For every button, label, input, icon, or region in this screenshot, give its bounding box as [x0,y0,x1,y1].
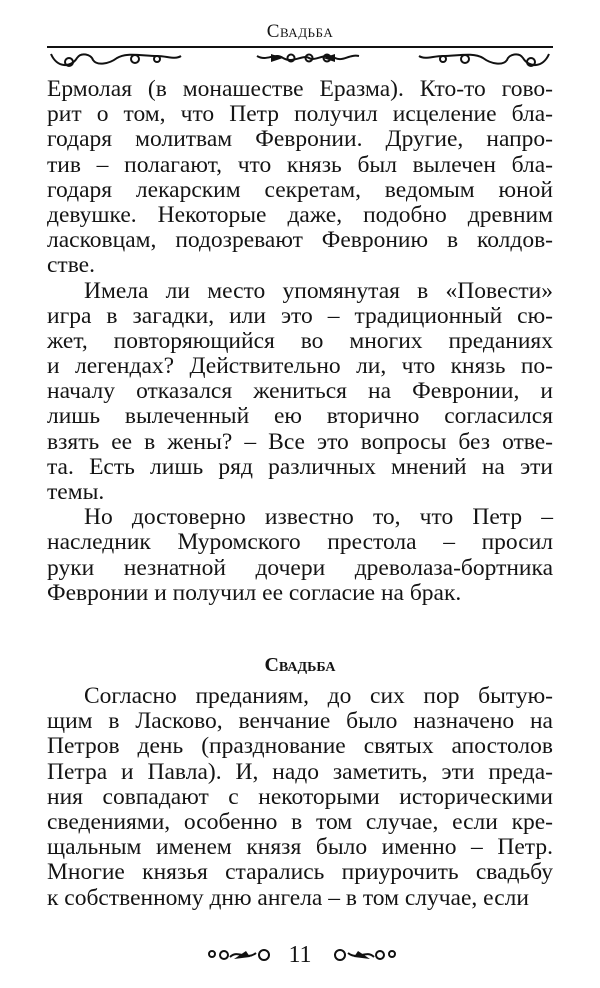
text-line: Петра и Павла). И, надо заметить, эти преда- [47,758,553,785]
text-line: началу отказался жениться на Февронии, и [47,378,553,405]
footer-ornament-right-icon [328,945,398,965]
text-line: и легендах? Действительно ли, что князь по- [47,353,553,380]
text-line: девушке. Некоторые даже, подобно древним [47,201,553,228]
text-line: та. Есть лишь ряд различных мнений на эти [47,453,553,480]
text-line: Согласно преданиям, до сих пор бытую- [84,683,553,709]
text-line: щальным именем князя было именно – Петр. [47,834,553,861]
text-line: стве. [47,252,95,279]
header-ornament-icon [47,50,553,72]
body-text-bottom [47,684,553,911]
text-line: наследник Муромского престола – просил [47,529,553,556]
text-line: Но достоверно известно то, что Петр – [84,504,553,531]
text-line: годаря молитвам Февронии. Другие, напро- [47,126,553,153]
text-line: рит о том, что Петр получил исцеление бла- [47,101,553,128]
text-line: Имела ли место упомянутая в «Повести» [84,277,553,304]
body-text-top [47,77,553,606]
text-line: лишь вылеченный ею вторично согласился [47,403,553,430]
text-line: ния совпадают с некоторыми историческими [47,783,553,810]
text-line: жет, повторяющийся во многих преданиях [47,327,553,354]
text-line: ласковцам, подозревают Февронию в колдов- [47,227,553,254]
text-line: темы. [47,479,105,505]
section-heading: Свадьба [264,654,336,676]
text-line: сведениями, особенно в том случае, если кре- [47,808,553,835]
text-line: взять ее в жены? – Все это вопросы без отве- [47,428,553,455]
text-line: Февронии и получил ее согласие на брак. [47,579,462,606]
text-line: игра в загадки, или это – традиционный сю- [47,302,553,329]
page-number: 11 [288,942,312,968]
text-line: Петров день (празднование святых апостолов [47,733,553,760]
text-line: щим в Ласково, венчание было назначено на [47,708,553,735]
text-line: тив – полагают, что князь был вылечен бла- [47,151,553,178]
text-line: Многие князья старались приурочить свадьбу [47,859,553,886]
text-line: Ермолая (в монашестве Еразма). Кто-то гово- [47,76,553,102]
text-line: к собственному дню ангела – в том случае, если [47,884,529,911]
running-head: Свадьба [266,21,334,42]
text-line: руки незнатной дочери древолаза-бортника [47,554,553,581]
header-rule [47,46,553,48]
text-line: годаря лекарским секретам, ведомым юной [47,176,553,203]
